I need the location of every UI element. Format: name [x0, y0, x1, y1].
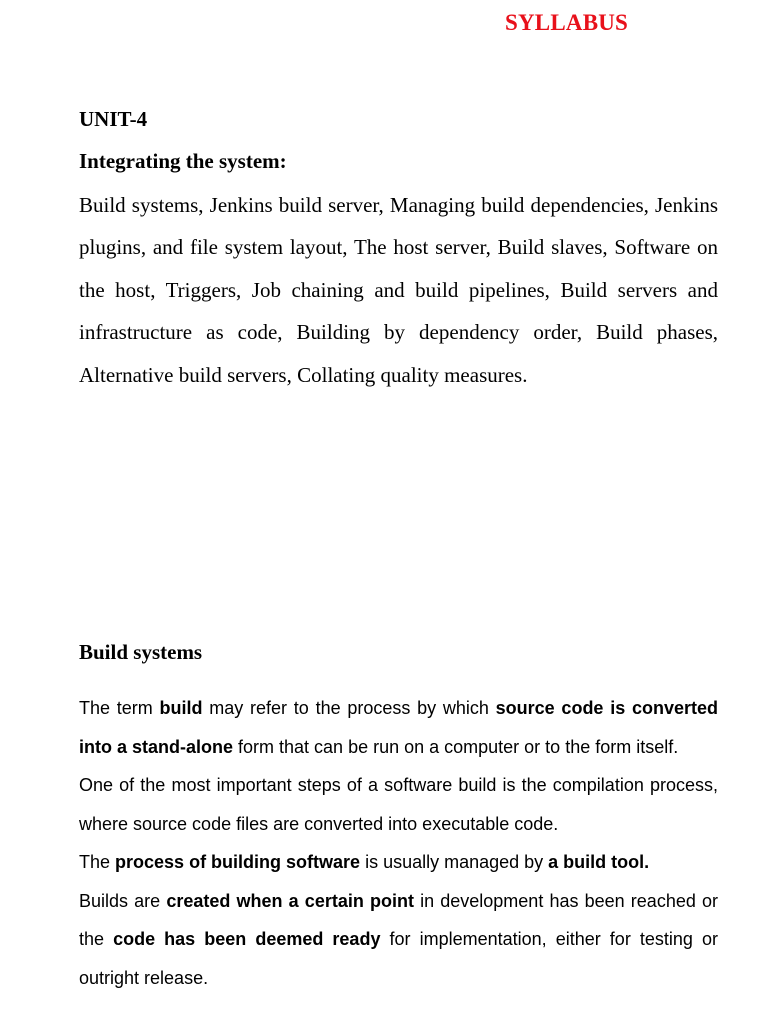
bold-phrase-certain-point: created when a certain point [166, 890, 414, 911]
text-run: in development has been reached or the [79, 890, 718, 949]
bold-term-build: build [159, 698, 203, 718]
paragraph-build-tool [79, 843, 718, 882]
syllabus-title: SYLLABUS [505, 10, 629, 35]
bold-phrase-process: process of building software [115, 852, 361, 872]
section-body [79, 689, 718, 997]
section-heading: Build systems [79, 640, 203, 664]
text-run: is usually managed by [360, 852, 549, 872]
text-run: The [79, 852, 116, 872]
bold-phrase-build-tool: a build tool. [548, 852, 650, 872]
text-run: may refer to the process by which [202, 698, 496, 718]
unit-label: UNIT-4 [79, 107, 148, 131]
bold-phrase-source-code: source code is converted into a stand-alone [79, 698, 718, 757]
text-run: The term [79, 698, 160, 718]
text-run: form that can be run on a computer or to the form itself. [233, 736, 679, 757]
bold-phrase-deemed-ready: code has been deemed ready [113, 929, 381, 949]
text-run: Builds are [79, 890, 167, 911]
unit-topics-paragraph: Build systems, Jenkins build server, Managing build dependencies, Jenkins plugins, and file system layout, The host server, Build slaves, Software on the host, Triggers, Job chaining and build pipelines, Build servers and infrastructure as code, Building by dependency order, Build phases, Alternative build servers, Collating quality measures. [79, 193, 718, 387]
text-run: One of the most important steps of a software build is the compilation process, where source code files are converted into executable code. [79, 775, 718, 834]
paragraph-when-builds [79, 882, 718, 998]
paragraph-compilation [79, 766, 718, 843]
text-run: for implementation, either for testing or outright release. [79, 929, 718, 988]
unit-heading: Integrating the system: [79, 149, 287, 173]
paragraph-build-definition [79, 689, 718, 766]
